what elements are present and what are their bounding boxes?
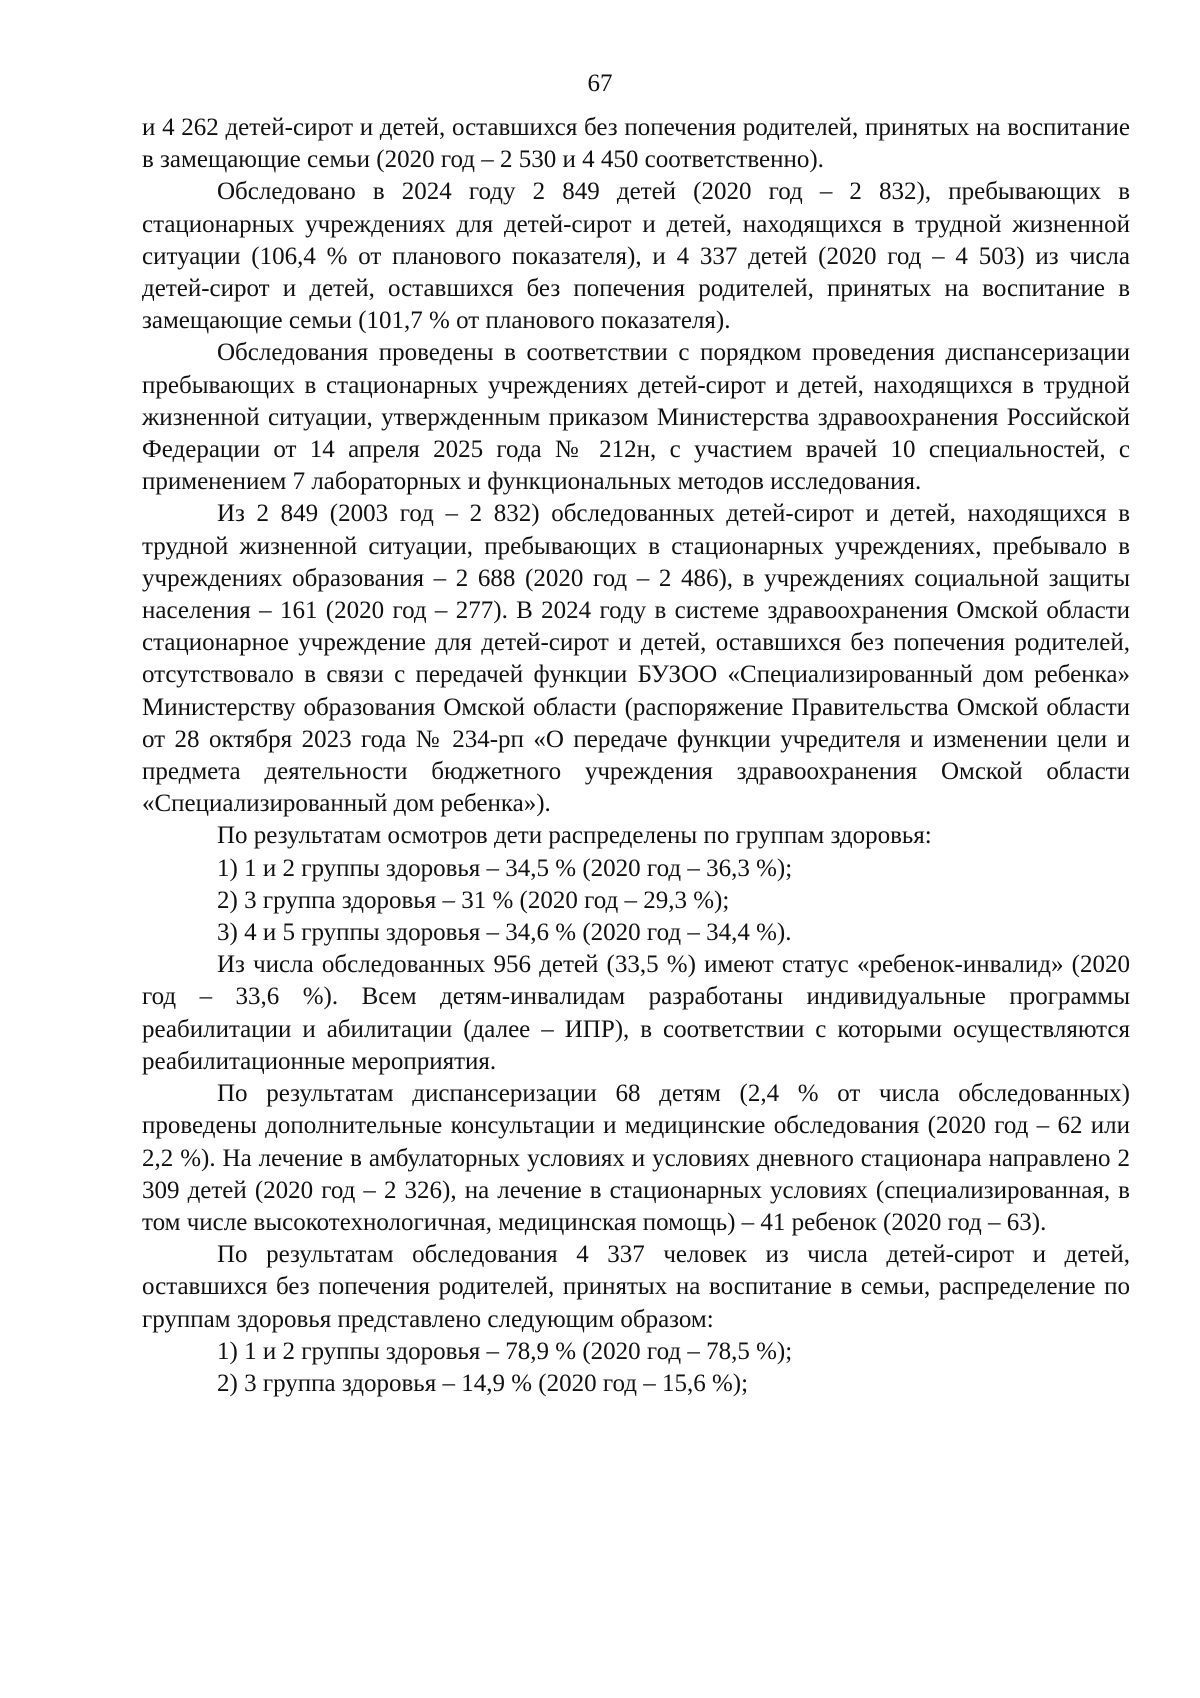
- list-item-health-group-2: 2) 3 группа здоровья – 31 % (2020 год – 29,3 %);: [217, 886, 730, 914]
- paragraph-disabled-children: Из числа обследованных 956 детей (33,5 %) имеют статус «ребенок-инвалид» (2020 год – 33,6 %). Всем детям-инвалидам разработаны индивидуальные программы реабилитации и абилитации (далее – ИПР), в соответствии с которыми осуществляются реабилитационные мероприятия.: [142, 951, 1130, 1075]
- paragraph-examined-count: Обследовано в 2024 году 2 849 детей (2020 год – 2 832), пребывающих в стационарных учреждениях для детей-сирот и детей, находящихся в трудной жизненной ситуации (106,4 % от планового показателя), и 4 337 детей (2020 год – 4 503) из числа детей-сирот и детей, оставшихся без попечения родителей, принятых на воспитание в замещающие семьи (101,7 % от планового показателя).: [142, 178, 1130, 335]
- paragraph-dispensary-results: По результатам диспансеризации 68 детям (2,4 % от числа обследованных) проведены дополнительные консультации и медицинские обследования (2020 год – 62 или 2,2 %). На лечение в амбулаторных условиях и условиях дневного стационара направлено 2 309 детей (2020 год – 2 326), на лечение в стационарных условиях (специализированная, в том числе высокотехнологичная, медицинская помощь) – 41 ребенок (2020 год – 63).: [142, 1080, 1130, 1236]
- paragraph-foster-families-intro: По результатам обследования 4 337 человек из числа детей-сирот и детей, оставшихся без попечения родителей, принятых на воспитание в семьи, распределение по группам здоровья представлено следующим образом:: [142, 1241, 1130, 1333]
- list-item-foster-health-group-1: 1) 1 и 2 группы здоровья – 78,9 % (2020 год – 78,5 %);: [217, 1337, 793, 1365]
- document-body: [142, 112, 1130, 1400]
- paragraph-continuation: и 4 262 детей-сирот и детей, оставшихся без попечения родителей, принятых на воспитание в замещающие семьи (2020 год – 2 530 и 4 450 соответственно).: [142, 114, 1130, 174]
- page-number: 67: [587, 70, 613, 97]
- list-item-foster-health-group-2: 2) 3 группа здоровья – 14,9 % (2020 год – 15,6 %);: [217, 1369, 749, 1397]
- paragraph-institutions: Из 2 849 (2003 год – 2 832) обследованных детей-сирот и детей, находящихся в трудной жизненной ситуации, пребывающих в стационарных учреждениях, пребывало в учреждениях образования – 2 688 (2020 год – 2 486), в учреждениях социальной защиты населения – 161 (2020 год – 277). В 2024 году в системе здравоохранения Омской области стационарное учреждение для детей-сирот и детей, оставшихся без попечения родителей, отсутствовало в связи с передачей функции БУЗОО «Специализированный дом ребенка» Министерству образования Омской области (распоряжение Правительства Омской области от 28 октября 2023 года № 234-рп «О передаче функции учредителя и изменении цели и предмета деятельности бюджетного учреждения здравоохранения Омской области «Специализированный дом ребенка»).: [142, 500, 1130, 818]
- paragraph-examination-procedure: Обследования проведены в соответствии с порядком проведения диспансеризации пребывающих в стационарных учреждениях детей-сирот и детей, находящихся в трудной жизненной ситуации, утвержденным приказом Министерства здравоохранения Российской Федерации от 14 апреля 2025 года № 212н, с участием врачей 10 специальностей, с применением 7 лабораторных и функциональных методов исследования.: [142, 339, 1130, 496]
- list-item-health-group-1: 1) 1 и 2 группы здоровья – 34,5 % (2020 год – 36,3 %);: [217, 854, 793, 882]
- paragraph-health-groups-intro: По результатам осмотров дети распределены по группам здоровья:: [217, 822, 932, 850]
- list-item-health-group-3: 3) 4 и 5 группы здоровья – 34,6 % (2020 год – 34,4 %).: [217, 919, 792, 947]
